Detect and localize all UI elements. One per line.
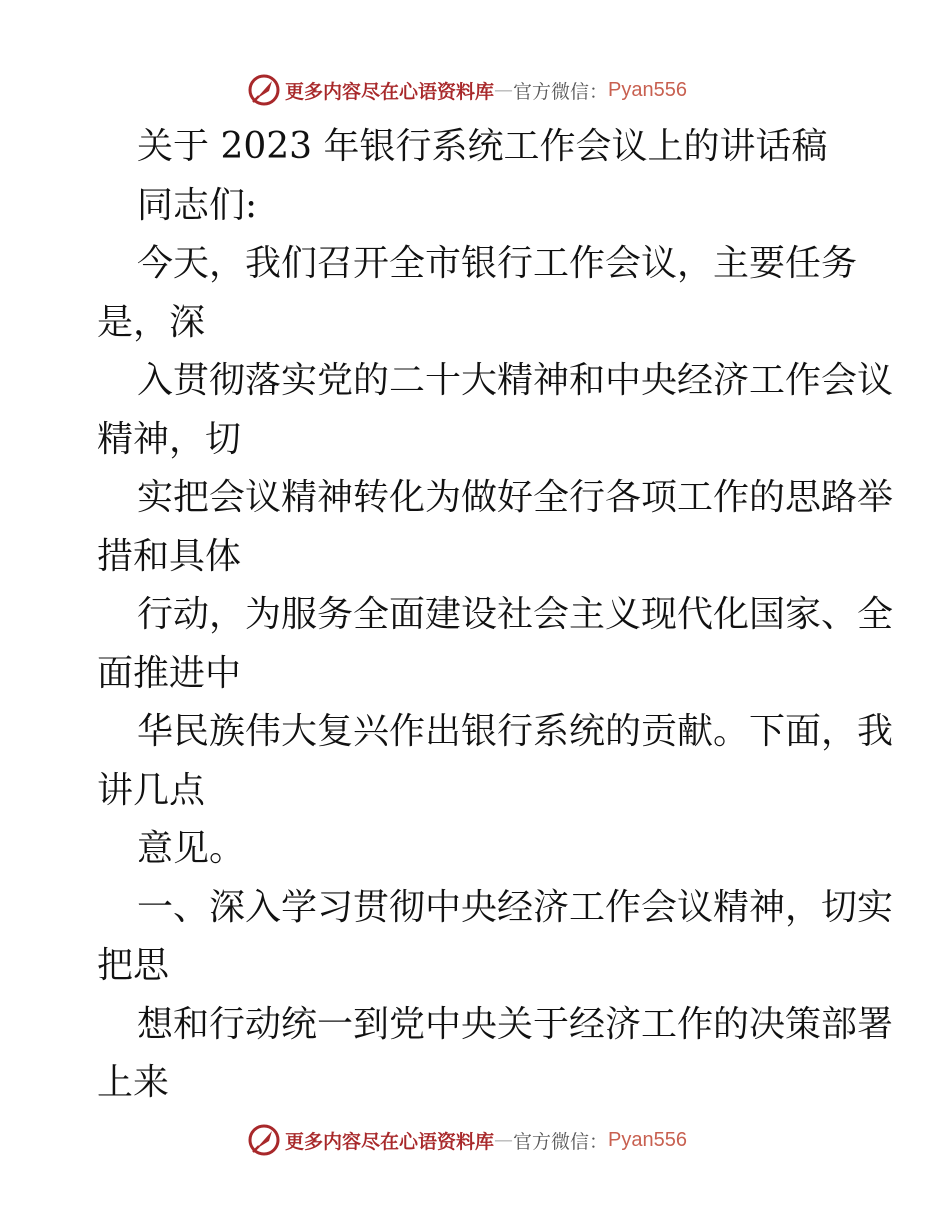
text-line: 意见。 xyxy=(137,828,246,869)
text-line: 行动，为服务全面建设社会主义现代化国家、全 xyxy=(137,594,894,635)
section-heading-line: 想和行动统一到党中央关于经济工作的决策部署 xyxy=(137,1003,894,1045)
banner-wechat-label: 官方微信： xyxy=(513,1130,609,1153)
banner-wechat-id: Pyan556 xyxy=(608,1128,687,1151)
quill-logo-icon xyxy=(247,73,281,107)
text-line: 精神，切 xyxy=(97,418,242,460)
banner-separator: — xyxy=(494,1129,514,1151)
text-line: 入贯彻落实党的二十大精神和中央经济工作会议 xyxy=(137,360,894,401)
text-line: 讲几点 xyxy=(97,769,206,811)
document-title: 关于 2023 年银行系统工作会议上的讲话稿 xyxy=(137,126,828,167)
text-line: 是，深 xyxy=(97,301,206,343)
salutation: 同志们: xyxy=(137,184,258,226)
text-line: 今天，我们召开全市银行工作会议，主要任务 xyxy=(137,243,858,284)
banner-library-text: 更多内容尽在心语资料库 xyxy=(285,1130,495,1153)
footer-watermark-banner xyxy=(0,1120,950,1160)
section-heading-line: 一、深入学习贯彻中央经济工作会议精神，切实 xyxy=(137,886,894,928)
header-watermark-banner xyxy=(0,70,950,110)
text-line: 华民族伟大复兴作出银行系统的贡献。下面，我 xyxy=(137,711,894,752)
banner-content xyxy=(247,73,687,107)
text-line: 面推进中 xyxy=(97,652,242,694)
speech-document xyxy=(97,118,894,1113)
banner-wechat-id: Pyan556 xyxy=(608,78,687,101)
quill-logo-icon xyxy=(247,1123,281,1157)
banner-library-text: 更多内容尽在心语资料库 xyxy=(285,80,495,103)
text-line: 实把会议精神转化为做好全行各项工作的思路举 xyxy=(137,477,894,518)
section-heading-line: 把思 xyxy=(97,945,170,986)
banner-content xyxy=(247,1123,687,1157)
section-heading-line: 上来 xyxy=(97,1062,170,1103)
text-line: 措和具体 xyxy=(97,535,242,577)
banner-wechat-label: 官方微信： xyxy=(513,80,609,103)
banner-separator: — xyxy=(494,79,514,101)
